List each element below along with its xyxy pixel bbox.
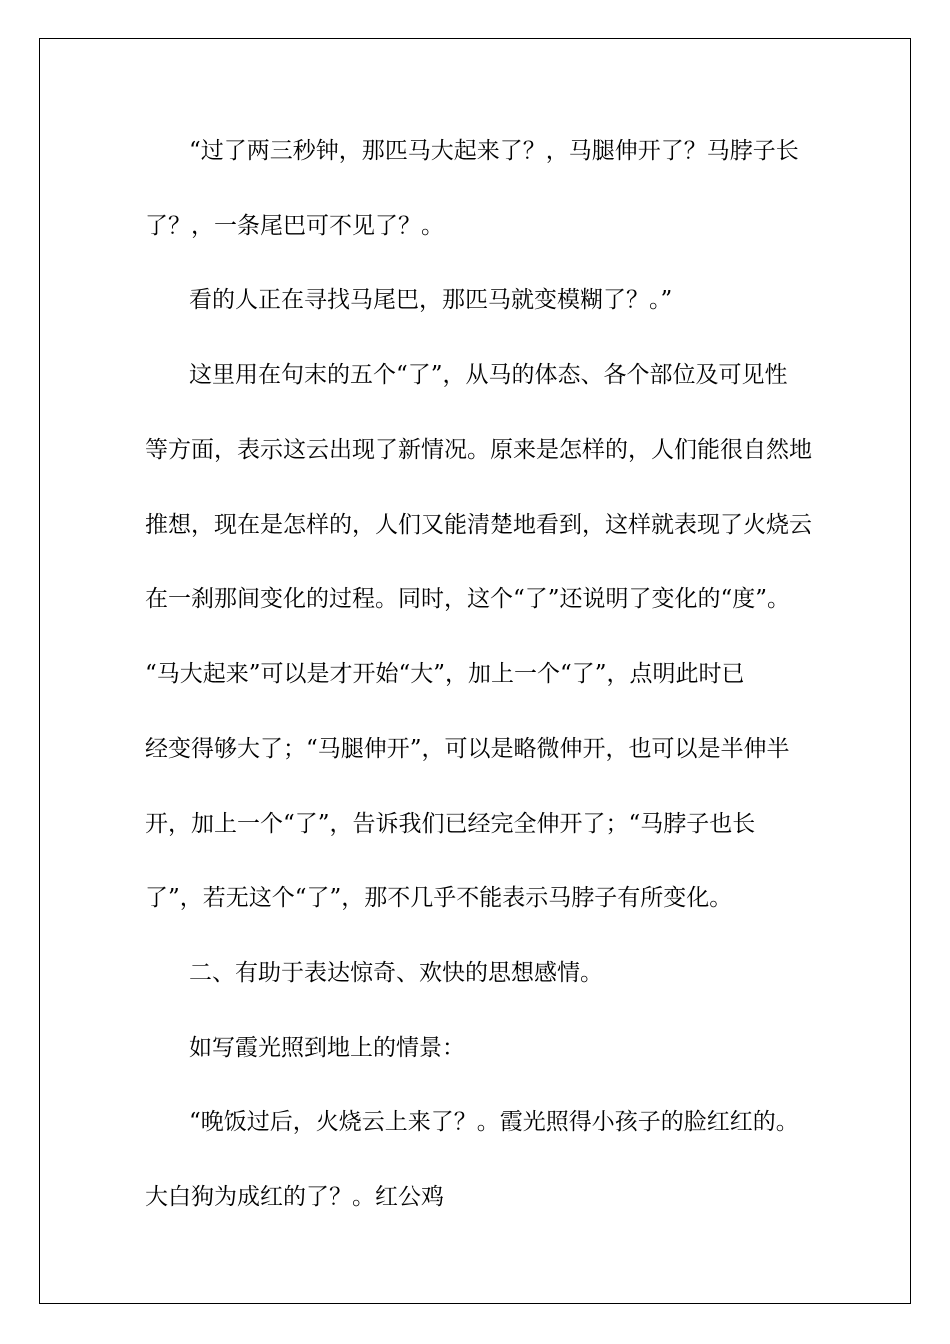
paragraph-line: 了？，一条尾巴可不见了？。 — [145, 213, 444, 239]
paragraph-line: “马大起来”可以是才开始“大”，加上一个“了”，点明此时已 — [145, 661, 745, 687]
paragraph-line: 这里用在句末的五个“了”，从马的体态、各个部位及可见性 — [189, 362, 788, 388]
paragraph-line: 在一刹那间变化的过程。同时，这个“了”还说明了变化的“度”。 — [145, 586, 791, 612]
section-heading: 二、有助于表达惊奇、欢快的思想感情。 — [189, 960, 603, 986]
paragraph-line: 了”，若无这个“了”，那不几乎不能表示马脖子有所变化。 — [145, 885, 733, 911]
paragraph-line: “过了两三秒钟，那匹马大起来了？，马腿伸开了？马脖子长 — [189, 138, 799, 164]
paragraph-line: 等方面，表示这云出现了新情况。原来是怎样的，人们能很自然地 — [145, 437, 812, 463]
paragraph-line: 如写霞光照到地上的情景： — [189, 1035, 465, 1061]
paragraph-line: 看的人正在寻找马尾巴，那匹马就变模糊了？。” — [189, 287, 673, 313]
paragraph-line: 大白狗为成红的了？。红公鸡 — [145, 1184, 444, 1210]
paragraph-line: 推想，现在是怎样的，人们又能清楚地看到，这样就表现了火烧云 — [145, 512, 812, 538]
paragraph-line: 开，加上一个“了”，告诉我们已经完全伸开了；“马脖子也长 — [145, 811, 756, 837]
paragraph-line: “晚饭过后，火烧云上来了？。霞光照得小孩子的脸红红的。 — [189, 1109, 799, 1135]
paragraph-line: 经变得够大了；“马腿伸开”，可以是略微伸开，也可以是半伸半 — [145, 736, 790, 762]
